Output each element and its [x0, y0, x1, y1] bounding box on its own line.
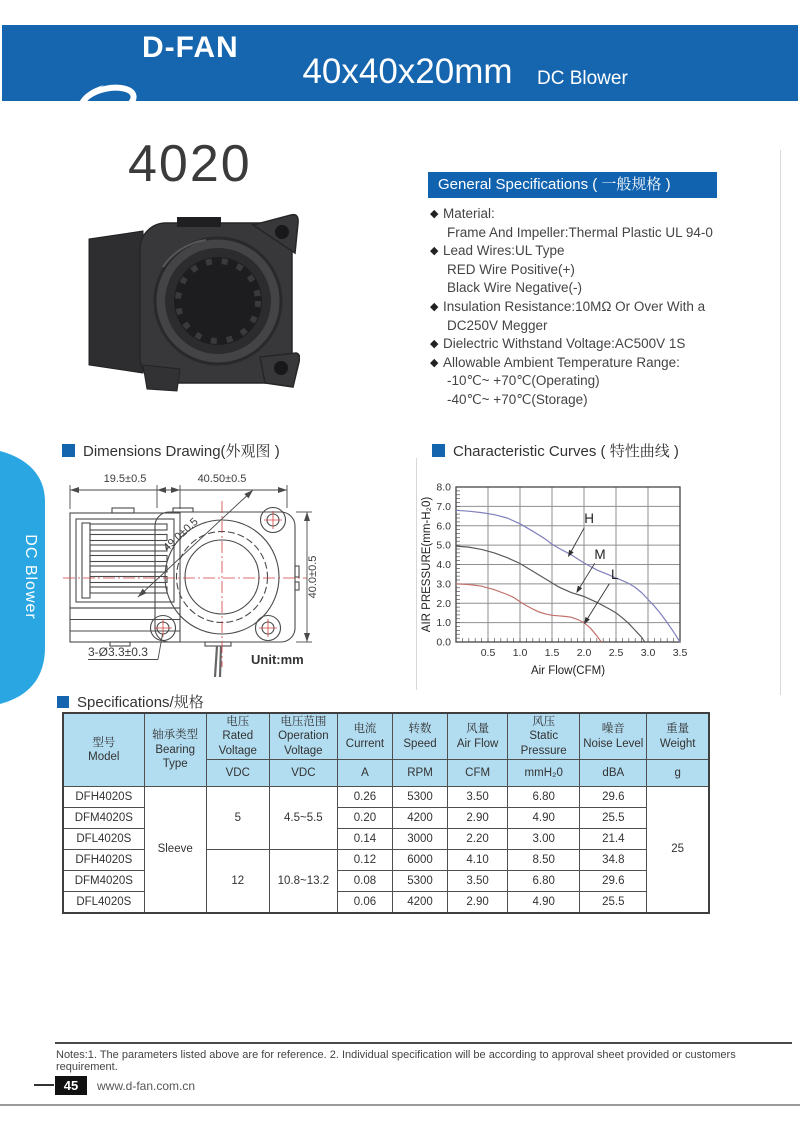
- cell-model: DFH4020S: [63, 787, 144, 808]
- cell-weight: 25: [647, 787, 709, 914]
- general-specs-header: General Specifications ( 一般规格 ): [428, 172, 717, 198]
- curve-label-H: H: [584, 510, 594, 526]
- col-header-model: 型号 Model: [63, 713, 144, 787]
- cell-speed: 4200: [392, 808, 447, 829]
- section-square-icon: [432, 444, 445, 457]
- spec-item-text: -10℃~ +70℃(Operating): [447, 373, 600, 389]
- cell-pressure: 4.90: [508, 808, 580, 829]
- fan-latch: [177, 217, 221, 227]
- annotation-arrowhead: [574, 586, 582, 595]
- cell-noise: 29.6: [580, 787, 647, 808]
- x-tick-label: 1.0: [512, 647, 528, 659]
- unit-g: g: [647, 760, 709, 787]
- table-row: [63, 787, 709, 808]
- unit-dba: dBA: [580, 760, 647, 787]
- cell-pressure: 4.90: [508, 892, 580, 914]
- page-title: 40x40x20mm: [302, 52, 513, 91]
- cell-current: 0.08: [337, 871, 392, 892]
- cell-bearing: Sleeve: [144, 787, 206, 914]
- y-tick-label: 4.0: [436, 559, 451, 571]
- y-tick-label: 8.0: [436, 481, 451, 494]
- section-curves-label: Characteristic Curves ( 特性曲线 ): [453, 443, 679, 460]
- curve-label-M: M: [594, 546, 606, 562]
- cell-current: 0.14: [337, 829, 392, 850]
- spec-item: [430, 279, 760, 298]
- y-tick-label: 0.0: [436, 636, 451, 649]
- notes-divider: [55, 1042, 792, 1044]
- diamond-bullet-icon: [434, 279, 447, 298]
- x-tick-label: 3.5: [672, 647, 688, 659]
- website-link[interactable]: www.d-fan.com.cn: [97, 1079, 196, 1093]
- fan-impeller: [174, 257, 262, 345]
- bottom-divider: [0, 1104, 800, 1106]
- model-number-title: 4020: [128, 135, 252, 193]
- fan-foot: [143, 365, 180, 391]
- curve-L: [456, 584, 601, 642]
- brand-logo-icon: [72, 79, 292, 125]
- page-subtitle: DC Blower: [537, 68, 628, 89]
- cell-speed: 4200: [392, 892, 447, 914]
- cell-speed: 5300: [392, 787, 447, 808]
- section-square-icon: [62, 444, 75, 457]
- cell-model: DFL4020S: [63, 892, 144, 914]
- diamond-bullet-icon: ◆: [430, 208, 439, 220]
- cell-speed: 3000: [392, 829, 447, 850]
- x-tick-label: 0.5: [480, 647, 496, 659]
- page-number-dash: [34, 1084, 54, 1086]
- col-header-weight: 重量 Weight: [647, 713, 709, 760]
- x-tick-label: 2.5: [608, 647, 624, 659]
- cell-current: 0.12: [337, 850, 392, 871]
- fan-hole-bottom: [274, 361, 288, 375]
- spec-item-text: Material:: [443, 206, 495, 221]
- cell-speed: 6000: [392, 850, 447, 871]
- spec-item: [430, 317, 760, 336]
- annotation-arrow-line: [569, 528, 584, 555]
- section-specifications: [57, 691, 204, 712]
- cell-noise: 25.5: [580, 808, 647, 829]
- cell-pressure: 6.80: [508, 787, 580, 808]
- cell-range: 4.5~5.5: [269, 787, 337, 850]
- cell-current: 0.20: [337, 808, 392, 829]
- spec-item: [430, 335, 760, 354]
- diamond-bullet-icon: [434, 224, 447, 243]
- diamond-bullet-icon: [434, 261, 447, 280]
- spec-item-text: Dielectric Withstand Voltage:AC500V 1S: [443, 336, 686, 352]
- page-number-badge: 45: [55, 1076, 87, 1095]
- lead-wires: [215, 646, 221, 677]
- cell-noise: 34.8: [580, 850, 647, 871]
- spec-item-text: DC250V Megger: [447, 317, 548, 333]
- spec-item-text: RED Wire Positive(+): [447, 261, 575, 277]
- section-square-icon: [57, 696, 69, 708]
- unit-rpm: RPM: [392, 760, 447, 787]
- cell-airflow: 4.10: [448, 850, 508, 871]
- col-header-rated-voltage: 电压 Rated Voltage: [206, 713, 269, 760]
- col-header-current: 电流 Current: [337, 713, 392, 760]
- cell-noise: 29.6: [580, 871, 647, 892]
- cell-range: 10.8~13.2: [269, 850, 337, 914]
- x-tick-label: 1.5: [544, 647, 560, 659]
- dim-front-width: 40.50±0.5: [197, 473, 247, 485]
- annotation-arrow-line: [586, 584, 610, 622]
- spec-item: [430, 372, 760, 391]
- dim-diagonal: 49.0±0.5: [161, 515, 201, 554]
- dimensions-drawing: [55, 465, 410, 690]
- diamond-bullet-icon: ◆: [430, 300, 439, 313]
- spec-item: [430, 261, 760, 280]
- section-dimensions-label: Dimensions Drawing(外观图 ): [83, 443, 280, 460]
- cell-airflow: 2.90: [448, 892, 508, 914]
- unit-cfm: CFM: [448, 760, 508, 787]
- spec-item: [430, 298, 760, 317]
- spec-item: [430, 242, 760, 261]
- general-specs-list: [430, 205, 760, 410]
- spec-item-text: Lead Wires:UL Type: [443, 243, 565, 259]
- annotation-arrow-line: [578, 563, 595, 590]
- notes-text: Notes:1. The parameters listed above are for reference. 2. Individual specification will be according to approval sheet provided or customers requirement.: [56, 1049, 736, 1073]
- y-axis-title: AIR PRESSURE(mm-H₂0): [421, 496, 433, 633]
- fan-side-wall: [89, 231, 143, 373]
- spec-item-text: Frame And Impeller:Thermal Plastic UL 94-0: [447, 224, 713, 240]
- cell-model: DFL4020S: [63, 829, 144, 850]
- section-specifications-label: Specifications/规格: [77, 694, 204, 711]
- cell-airflow: 2.90: [448, 808, 508, 829]
- dim-unit: Unit:mm: [251, 652, 304, 667]
- spec-item-text: Allowable Ambient Temperature Range:: [443, 354, 680, 370]
- cell-airflow: 2.20: [448, 829, 508, 850]
- diamond-bullet-icon: [434, 391, 447, 410]
- col-header-speed: 转数 Speed: [392, 713, 447, 760]
- y-tick-label: 6.0: [436, 520, 451, 533]
- logo-ellipse: [80, 83, 136, 118]
- cell-voltage: 12: [206, 850, 269, 914]
- diamond-bullet-icon: [434, 317, 447, 336]
- annotation-arrowhead: [566, 550, 574, 559]
- diamond-bullet-icon: ◆: [430, 245, 439, 258]
- cell-pressure: 8.50: [508, 850, 580, 871]
- curve-label-L: L: [610, 567, 619, 583]
- front-view: [151, 508, 300, 647]
- cell-speed: 5300: [392, 871, 447, 892]
- dim-side-width: 19.5±0.5: [103, 473, 147, 485]
- cell-model: DFM4020S: [63, 808, 144, 829]
- section-curves: [432, 440, 679, 461]
- col-header-bearing: 轴承类型 Bearing Type: [144, 713, 206, 787]
- cell-current: 0.06: [337, 892, 392, 914]
- x-tick-label: 2.0: [576, 647, 592, 659]
- side-tab: [0, 447, 46, 710]
- col-header-operation-voltage: 电压范围 Operation Voltage: [269, 713, 337, 760]
- side-view: [70, 508, 180, 646]
- specifications-table: [62, 712, 710, 914]
- spec-item: [430, 205, 760, 224]
- unit-mmh2o: mmH₂0: [508, 760, 580, 787]
- cell-airflow: 3.50: [448, 871, 508, 892]
- col-header-airflow: 风量 Air Flow: [448, 713, 508, 760]
- col-header-noise: 噪音 Noise Level: [580, 713, 647, 760]
- diamond-bullet-icon: ◆: [430, 338, 439, 351]
- brand-name: D-FAN: [142, 31, 239, 64]
- cell-airflow: 3.50: [448, 787, 508, 808]
- cell-voltage: 5: [206, 787, 269, 850]
- product-photo: [85, 205, 300, 395]
- cell-noise: 25.5: [580, 892, 647, 914]
- y-tick-label: 3.0: [436, 578, 451, 591]
- cell-pressure: 6.80: [508, 871, 580, 892]
- spec-item: [430, 391, 760, 410]
- cell-pressure: 3.00: [508, 829, 580, 850]
- cell-model: DFM4020S: [63, 871, 144, 892]
- col-header-pressure: 风压 Static Pressure: [508, 713, 580, 760]
- characteristic-curves-chart: [420, 465, 800, 685]
- x-axis-title: Air Flow(CFM): [530, 665, 606, 677]
- spec-item-text: Black Wire Negative(-): [447, 280, 583, 296]
- y-tick-label: 1.0: [436, 617, 451, 630]
- unit-vdc: VDC: [206, 760, 269, 787]
- unit-a: A: [337, 760, 392, 787]
- spec-item-text: -40℃~ +70℃(Storage): [447, 391, 588, 407]
- fan-hole-top: [275, 225, 289, 239]
- y-tick-label: 7.0: [436, 500, 451, 513]
- spec-item: [430, 354, 760, 373]
- cell-model: DFH4020S: [63, 850, 144, 871]
- layout-rule-middle: [416, 458, 417, 690]
- spec-item-text: Insulation Resistance:10MΩ Or Over With a: [443, 298, 706, 314]
- dim-front-height: 40.0±0.5: [307, 555, 319, 599]
- side-tab-label: DC Blower: [22, 534, 39, 620]
- cell-current: 0.26: [337, 787, 392, 808]
- x-tick-label: 3.0: [640, 647, 656, 659]
- y-tick-label: 5.0: [436, 539, 451, 552]
- diamond-bullet-icon: ◆: [430, 356, 439, 369]
- y-tick-label: 2.0: [436, 597, 451, 610]
- spec-item: [430, 224, 760, 243]
- unit-vdc: VDC: [269, 760, 337, 787]
- cell-noise: 21.4: [580, 829, 647, 850]
- diamond-bullet-icon: [434, 372, 447, 391]
- dim-holes: 3-Ø3.3±0.3: [88, 645, 148, 659]
- section-dimensions: [62, 440, 280, 461]
